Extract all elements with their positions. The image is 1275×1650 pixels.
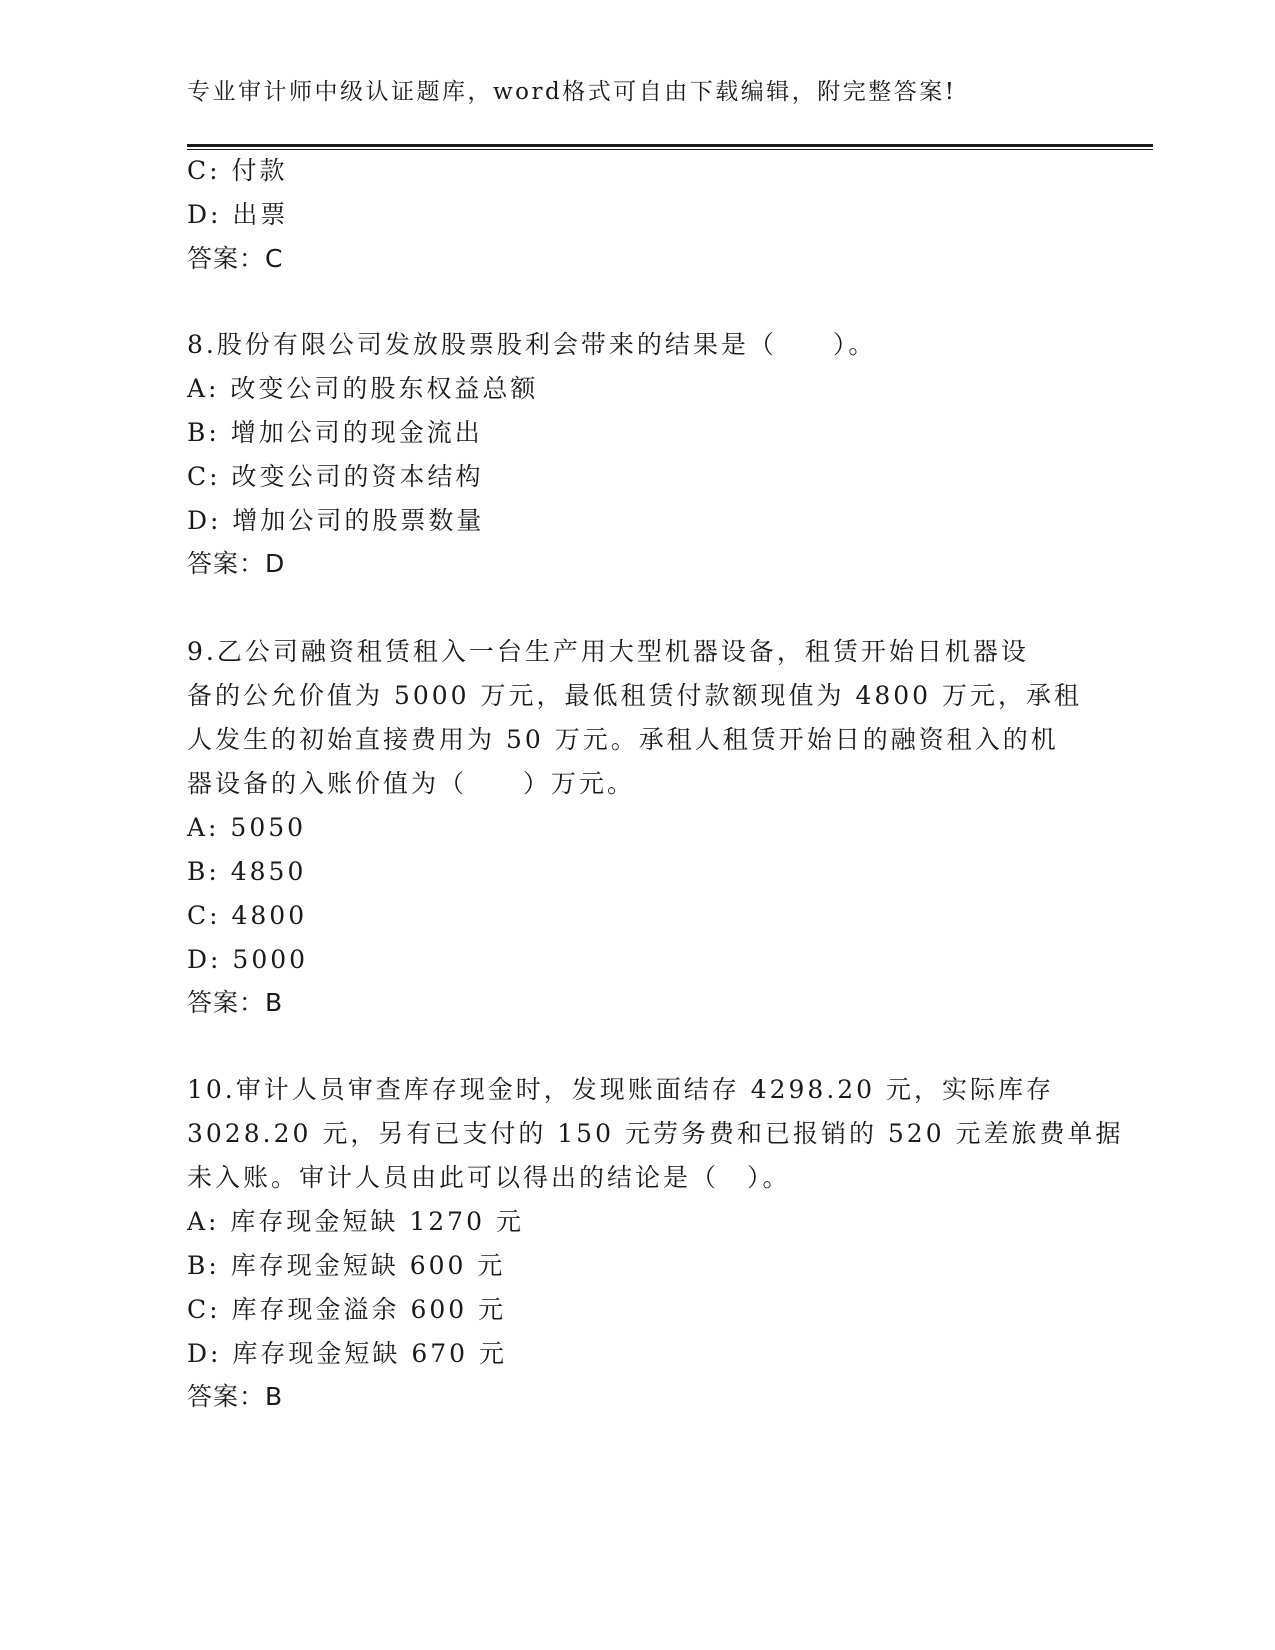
q10-option-a: A: 库存现金短缺 1270 元 <box>187 1207 524 1236</box>
q7-answer: 答案：C <box>187 244 284 273</box>
q10-option-d: D: 库存现金短缺 670 元 <box>187 1339 508 1368</box>
q9-stem-line-3: 人发生的初始直接费用为 50 万元。承租人租赁开始日的融资租入的机 <box>187 725 1059 754</box>
q9-option-b: B: 4850 <box>187 857 307 886</box>
q9-option-a: A: 5050 <box>187 813 307 842</box>
q10-stem-line-1: 10.审计人员审查库存现金时，发现账面结存 4298.20 元，实际库存 <box>187 1075 1055 1104</box>
q8-option-a: A: 改变公司的股东权益总额 <box>187 374 539 403</box>
q7-option-c: C: 付款 <box>187 156 288 185</box>
q10-option-c: C: 库存现金溢余 600 元 <box>187 1295 507 1324</box>
q9-answer: 答案：B <box>187 988 284 1017</box>
page-header: 专业审计师中级认证题库，word格式可自由下载编辑，附完整答案! <box>187 79 957 105</box>
q8-option-d: D: 增加公司的股票数量 <box>187 506 485 535</box>
q10-answer: 答案：B <box>187 1382 284 1411</box>
q10-stem-line-2: 3028.20 元，另有已支付的 150 元劳务费和已报销的 520 元差旅费单据 <box>187 1119 1124 1148</box>
q9-stem-line-2: 备的公允价值为 5000 万元，最低租赁付款额现值为 4800 万元，承租 <box>187 681 1083 710</box>
q8-stem: 8.股份有限公司发放股票股利会带来的结果是（ ）。 <box>187 330 877 359</box>
q8-option-c: C: 改变公司的资本结构 <box>187 462 484 491</box>
q8-answer: 答案：D <box>187 549 286 578</box>
q9-option-d: D: 5000 <box>187 945 309 974</box>
q7-option-d: D: 出票 <box>187 200 289 229</box>
q10-option-b: B: 库存现金短缺 600 元 <box>187 1251 506 1280</box>
q9-stem-line-1: 9.乙公司融资租赁租入一台生产用大型机器设备，租赁开始日机器设 <box>187 637 1029 666</box>
header-divider-thin <box>187 149 1153 150</box>
q9-option-c: C: 4800 <box>187 901 308 930</box>
q9-stem-line-4: 器设备的入账价值为（ ）万元。 <box>187 769 636 798</box>
header-divider-thick <box>187 144 1153 147</box>
q8-option-b: B: 增加公司的现金流出 <box>187 418 483 447</box>
q10-stem-line-3: 未入账。审计人员由此可以得出的结论是（ ）。 <box>187 1163 791 1192</box>
